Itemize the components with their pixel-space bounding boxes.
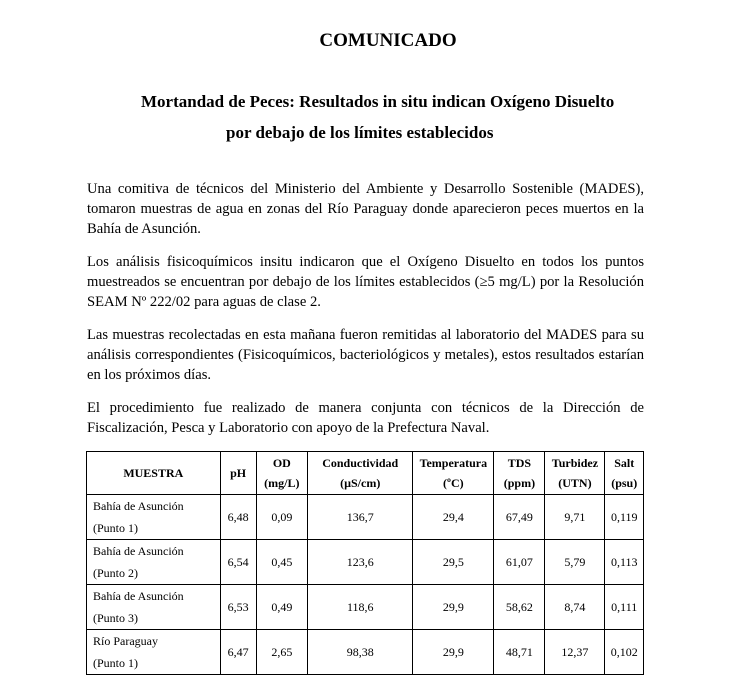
cell-ph: 6,47 [220,630,256,675]
header-conductividad: Conductividad (µS/cm) [308,452,413,495]
cell-muestra: Bahía de Asunción (Punto 1) [87,495,221,540]
cell-turbidez: 9,71 [545,495,605,540]
document-title: COMUNICADO [319,30,457,51]
cell-tds: 61,07 [494,540,545,585]
table-row [87,540,644,585]
cell-conductividad: 136,7 [308,495,413,540]
paragraph-4: El procedimiento fue realizado de manera conjunta con técnicos de la Dirección de Fiscalización, Pesca y Laboratorio con apoyo de la Prefectura Naval. [87,400,644,436]
header-temperatura: Temperatura (ºC) [413,452,494,495]
cell-turbidez: 8,74 [545,585,605,630]
cell-turbidez: 12,37 [545,630,605,675]
results-table [86,451,644,675]
cell-turbidez: 5,79 [545,540,605,585]
table-row [87,630,644,675]
header-muestra: MUESTRA [87,452,221,495]
paragraph-2: Los análisis fisicoquímicos insitu indicaron que el Oxígeno Disuelto en todos los puntos muestreados se encuentran por debajo de los límites establecidos (≥5 mg/L) por la Resolución SEAM Nº 222/02 para aguas de clase 2. [87,254,644,310]
header-turbidez: Turbidez (UTN) [545,452,605,495]
cell-muestra: Río Paraguay (Punto 1) [87,630,221,675]
paragraph-3: Las muestras recolectadas en esta mañana fueron remitidas al laboratorio del MADES para su análisis correspondientes (Fisicoquímicos, bacteriológicos y metales), estos resultados estarían en los próximos días. [87,327,644,383]
body-text [87,179,644,451]
cell-conductividad: 118,6 [308,585,413,630]
cell-muestra: Bahía de Asunción (Punto 2) [87,540,221,585]
subtitle-line-2: por debajo de los límites establecidos [226,123,494,142]
header-ph: pH [220,452,256,495]
header-tds: TDS (ppm) [494,452,545,495]
header-salt: Salt (psu) [605,452,644,495]
paragraph-1: Una comitiva de técnicos del Ministerio del Ambiente y Desarrollo Sostenible (MADES), tomaron muestras de agua en zonas del Río Paraguay donde aparecieron peces muertos en la Bahía de Asunción. [87,181,644,237]
cell-ph: 6,54 [220,540,256,585]
cell-tds: 67,49 [494,495,545,540]
header-od: OD (mg/L) [256,452,308,495]
cell-salt: 0,102 [605,630,644,675]
cell-salt: 0,119 [605,495,644,540]
cell-ph: 6,48 [220,495,256,540]
cell-temperatura: 29,4 [413,495,494,540]
cell-salt: 0,111 [605,585,644,630]
cell-tds: 58,62 [494,585,545,630]
table-row [87,585,644,630]
cell-od: 0,45 [256,540,308,585]
cell-conductividad: 123,6 [308,540,413,585]
cell-salt: 0,113 [605,540,644,585]
cell-od: 2,65 [256,630,308,675]
cell-od: 0,49 [256,585,308,630]
cell-temperatura: 29,9 [413,585,494,630]
cell-muestra: Bahía de Asunción (Punto 3) [87,585,221,630]
cell-conductividad: 98,38 [308,630,413,675]
cell-od: 0,09 [256,495,308,540]
cell-temperatura: 29,5 [413,540,494,585]
subtitle-line-1: Mortandad de Peces: Resultados in situ indican Oxígeno Disuelto [141,92,615,111]
cell-temperatura: 29,9 [413,630,494,675]
cell-tds: 48,71 [494,630,545,675]
table-header-row [87,452,644,495]
cell-ph: 6,53 [220,585,256,630]
table-row [87,495,644,540]
